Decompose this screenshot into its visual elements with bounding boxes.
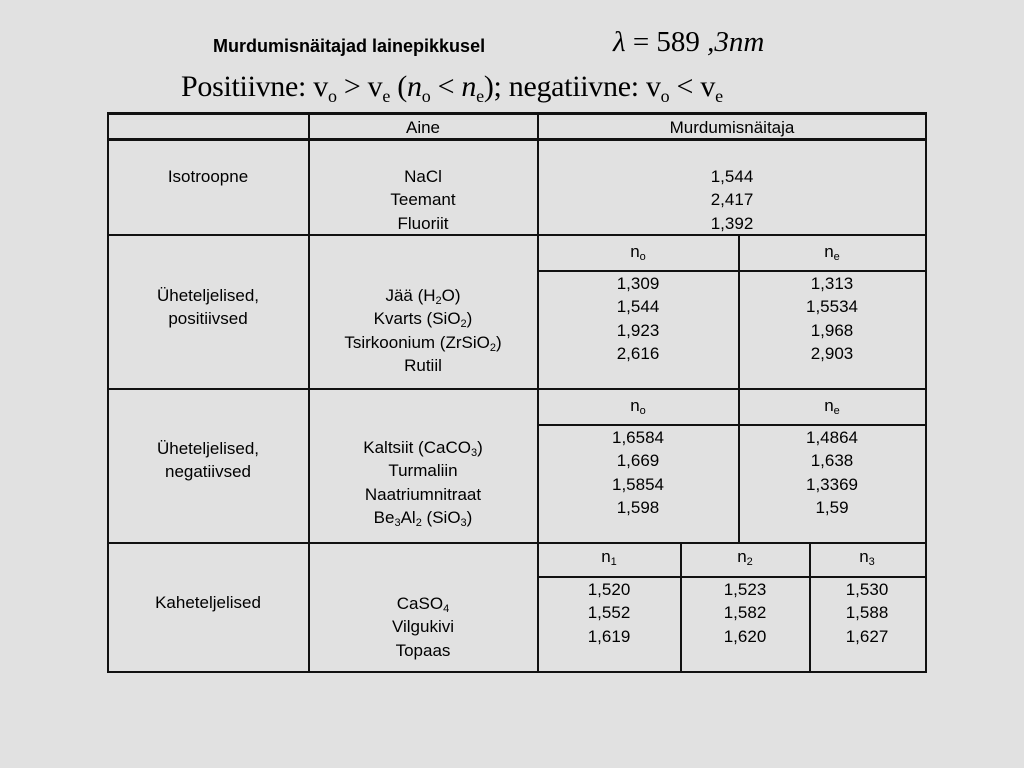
values-n-o: 1,6584 1,669 1,5854 1,598 (612, 428, 664, 517)
values-n3: 1,530 1,588 1,627 (845, 580, 889, 646)
table-border (809, 542, 811, 673)
table-border (108, 138, 927, 141)
table-border (107, 112, 109, 673)
values-n-o: 1,309 1,544 1,923 2,616 (616, 274, 660, 363)
values: 1,544 2,417 1,392 (710, 167, 754, 233)
values-n2: 1,523 1,582 1,620 (723, 580, 767, 646)
slide-subtitle: Positiivne: $v_o > v_e$ $(n_o < n_e)$; negatiivne: $v_o < v_e$ (181, 70, 723, 106)
header-n-o: $n_o$ (630, 396, 646, 417)
table-border (308, 112, 310, 673)
table-border (925, 112, 927, 673)
header-n-e: $n_e$ (824, 396, 840, 417)
values-n1: 1,520 1,552 1,619 (587, 580, 631, 646)
header-n2: $n_2$ (737, 547, 753, 568)
row-type: Kaheteljelised (155, 593, 261, 612)
materials: Kaltsiit (CaCO$_3$) Turmaliin Naatriumnitraat $Be_3Al_2$ (SiO$_3$) (363, 438, 483, 529)
slide-title: Murdumisnäitajad lainepikkusel (213, 36, 486, 56)
wavelength-formula: λ = 589 ,3nm (613, 26, 765, 58)
table-border (738, 234, 740, 544)
header-n1: $n_1$ (601, 547, 617, 568)
header-n-o: $n_o$ (630, 242, 646, 263)
header-aine: Aine (405, 118, 441, 137)
table-border (538, 270, 927, 272)
header-murdumisnaitaja: Murdumisnäitaja (669, 118, 795, 137)
table-border (108, 671, 927, 673)
header-n-e: $n_e$ (824, 242, 840, 263)
row-type: Üheteljelised, negatiivsed (156, 439, 260, 482)
table-border (108, 112, 927, 115)
values-n-e: 1,4864 1,638 1,3369 1,59 (806, 428, 858, 517)
materials: Jää $(H_2O)$ Kvarts (SiO$_2$) Tsirkoonium (ZrSiO$_2$) Rutiil (344, 286, 502, 375)
table-border (537, 112, 539, 673)
materials: CaSO$_4$ Vilgukivi Topaas (391, 594, 455, 660)
table-border (680, 542, 682, 673)
row-type: Isotroopne (167, 167, 249, 186)
table-border (538, 424, 927, 426)
row-type: Üheteljelised, positiivsed (156, 286, 260, 329)
materials: NaCl Teemant Fluoriit (390, 167, 456, 233)
table-border (108, 542, 927, 544)
table-border (108, 388, 927, 390)
table-border (108, 234, 927, 236)
values-n-e: 1,313 1,5534 1,968 2,903 (806, 274, 858, 363)
header-n3: $n_3$ (859, 547, 875, 568)
